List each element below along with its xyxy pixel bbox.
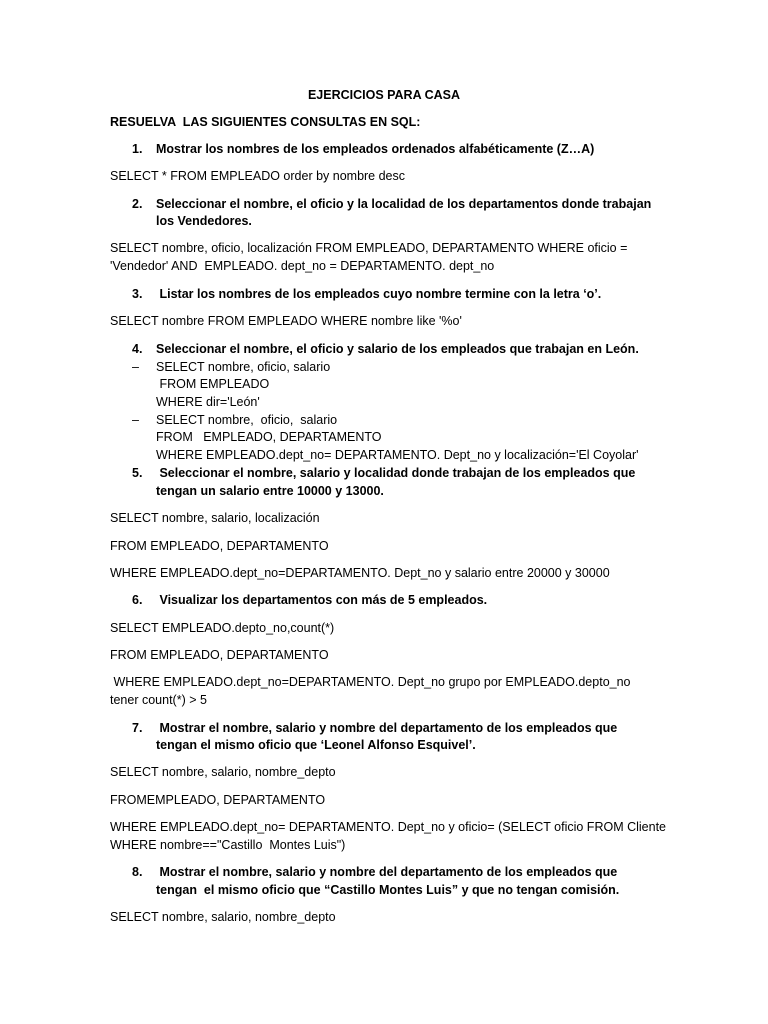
exercise-7-question-line-1: Mostrar el nombre, salario y nombre del departamento de los empleados que — [156, 721, 618, 735]
exercise-4-option-a-line-1: SELECT nombre, oficio, salario — [156, 360, 331, 374]
exercise-4-number: 4. — [132, 342, 143, 356]
exercise-4-option-a-bullet: – — [132, 360, 139, 374]
exercise-1-question: Mostrar los nombres de los empleados ordenados alfabéticamente (Z…A) — [156, 142, 595, 156]
exercise-4-option-b-line-3: WHERE EMPLEADO.dept_no= DEPARTAMENTO. Dept_no y localización='El Coyolar' — [156, 448, 639, 462]
exercise-5-question-line-1: Seleccionar el nombre, salario y localidad donde trabajan de los empleados que — [156, 466, 636, 480]
exercise-6-answer-line-2: FROM EMPLEADO, DEPARTAMENTO — [110, 648, 329, 662]
document-title: EJERCICIOS PARA CASA — [307, 88, 461, 102]
exercise-2-number: 2. — [132, 197, 143, 211]
exercise-7-number: 7. — [132, 721, 143, 735]
exercise-2-answer-line-1: SELECT nombre, oficio, localización FROM EMPLEADO, DEPARTAMENTO WHERE oficio = — [110, 241, 628, 255]
exercise-5-answer-line-1: SELECT nombre, salario, localización — [110, 511, 320, 525]
exercise-1-number: 1. — [132, 142, 143, 156]
exercise-4-option-a-line-2: FROM EMPLEADO — [156, 377, 270, 391]
exercise-8-answer-line-1: SELECT nombre, salario, nombre_depto — [110, 910, 336, 924]
exercise-5-answer-line-3: WHERE EMPLEADO.dept_no=DEPARTAMENTO. Dept_no y salario entre 20000 y 30000 — [110, 566, 610, 580]
exercise-5-question-line-2: tengan un salario entre 10000 y 13000. — [156, 484, 384, 498]
exercise-4-option-a-line-3: WHERE dir='León' — [156, 395, 260, 409]
exercise-3-answer: SELECT nombre FROM EMPLEADO WHERE nombre like '%o' — [110, 314, 462, 328]
exercise-4-option-b-line-2: FROM EMPLEADO, DEPARTAMENTO — [156, 430, 382, 444]
exercise-6-question: Visualizar los departamentos con más de 5 empleados. — [156, 593, 488, 607]
exercise-4-question: Seleccionar el nombre, el oficio y salario de los empleados que trabajan en León. — [156, 342, 639, 356]
exercise-2-question-line-1: Seleccionar el nombre, el oficio y la localidad de los departamentos donde trabajan — [156, 197, 652, 211]
exercise-6-answer-line-1: SELECT EMPLEADO.depto_no,count(*) — [110, 621, 335, 635]
exercise-6-answer-line-4: tener count(*) > 5 — [110, 693, 207, 707]
exercise-8-question-line-1: Mostrar el nombre, salario y nombre del departamento de los empleados que — [156, 865, 618, 879]
exercise-7-answer-line-1: SELECT nombre, salario, nombre_depto — [110, 765, 336, 779]
exercise-3-number: 3. — [132, 287, 143, 301]
exercise-3-question: Listar los nombres de los empleados cuyo nombre termine con la letra ‘o’. — [156, 287, 602, 301]
exercise-6-answer-line-3: WHERE EMPLEADO.dept_no=DEPARTAMENTO. Dept_no grupo por EMPLEADO.depto_no — [110, 675, 631, 689]
exercise-4-option-b-line-1: SELECT nombre, oficio, salario — [156, 413, 338, 427]
exercise-8-question-line-2: tengan el mismo oficio que “Castillo Montes Luis” y que no tengan comisión. — [156, 883, 620, 897]
exercise-4-option-b-bullet: – — [132, 413, 139, 427]
exercise-6-number: 6. — [132, 593, 143, 607]
exercise-5-number: 5. — [132, 466, 143, 480]
exercise-8-number: 8. — [132, 865, 143, 879]
exercise-2-answer-line-2: 'Vendedor' AND EMPLEADO. dept_no = DEPARTAMENTO. dept_no — [110, 259, 495, 273]
exercise-5-answer-line-2: FROM EMPLEADO, DEPARTAMENTO — [110, 539, 329, 553]
exercise-7-answer-line-2: FROMEMPLEADO, DEPARTAMENTO — [110, 793, 326, 807]
exercise-7-answer-line-3: WHERE EMPLEADO.dept_no= DEPARTAMENTO. Dept_no y oficio= (SELECT oficio FROM Cliente — [110, 820, 666, 834]
exercise-7-answer-line-4: WHERE nombre=="Castillo Montes Luis") — [110, 838, 346, 852]
instructions-heading: RESUELVA LAS SIGUIENTES CONSULTAS EN SQL: — [110, 115, 421, 129]
exercise-7-question-line-2: tengan el mismo oficio que ‘Leonel Alfonso Esquivel’. — [156, 738, 476, 752]
exercise-2-question-line-2: los Vendedores. — [156, 214, 252, 228]
exercise-1-answer: SELECT * FROM EMPLEADO order by nombre desc — [110, 169, 406, 183]
